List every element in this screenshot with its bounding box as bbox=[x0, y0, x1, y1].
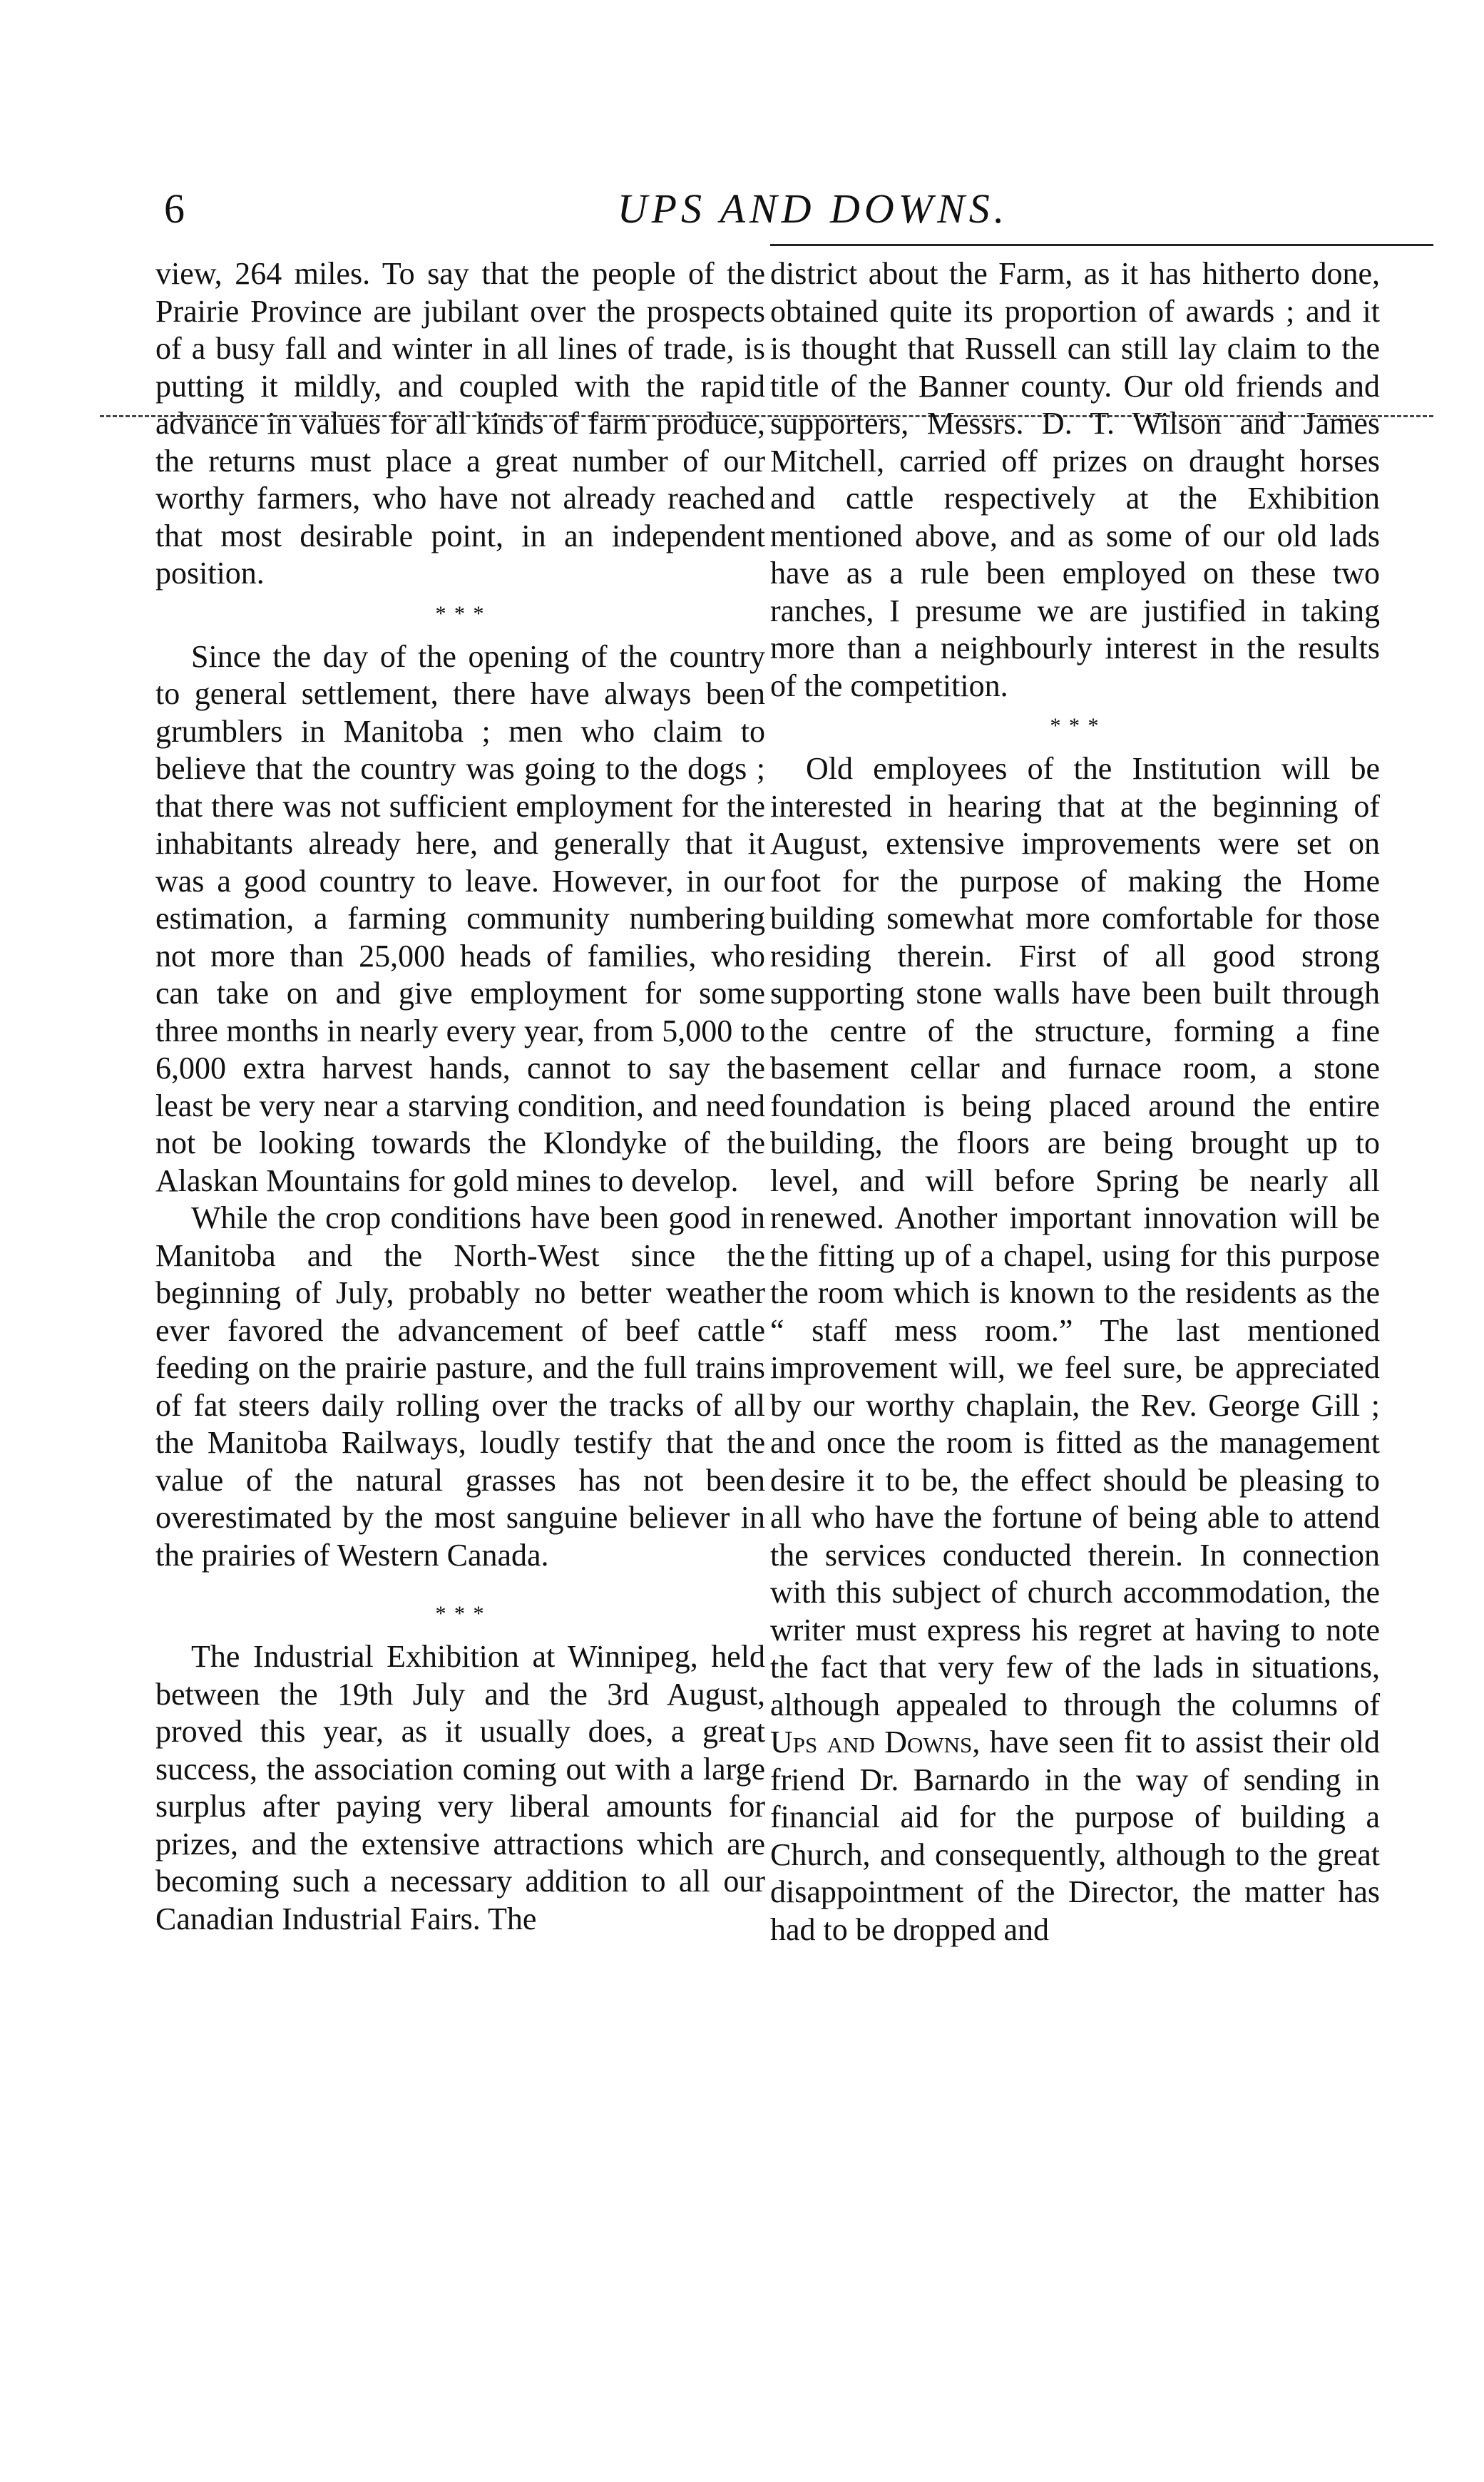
section-asterism: * * * bbox=[435, 601, 486, 625]
page-number: 6 bbox=[164, 185, 185, 232]
improvements-text-continued: , have seen fit to assist their old friend Dr. Barnardo in the way of sending in financial aid for the purpose of building a Church, and consequently, although to the great disappointment of the Director, the matter has had to be dropped and bbox=[770, 1725, 1380, 1947]
running-title: UPS AND DOWNS. bbox=[617, 185, 1009, 232]
paragraph-industrial-exhibition: The Industrial Exhibition at Winnipeg, held between the 19th July and the 3rd August, proved this year, as it usually does, a great success, the association coming out with a large surplus after paying very liberal amounts for prizes, and the extensive attractions which are becoming such a necessary addition to all our Canadian Industrial Fairs. The bbox=[155, 1639, 765, 1936]
magazine-name: Ups and Downs bbox=[770, 1725, 973, 1760]
section-asterism: * * * bbox=[435, 1602, 486, 1625]
improvements-text: Old employees of the Institution will be interested in hearing that at the beginning of August, extensive improvements were set on foot for the purpose of making the Home building somewhat more comfortable for those residing therein. First of all good strong supporting stone walls have been built through the centre of the structure, forming a fine basement cellar and furnace room, a stone foundation is being placed around the entire building, the floors are being brought up to level, and will before Spring be nearly all renewed. Another important innovation will be the fitting up of a chapel, using for this purpose the room which is known to the residents as the “ staff mess room.” The last mentioned improvement will, we feel sure, be appreciated by our worthy chaplain, the Rev. George Gill ; and once the room is fitted as the management desire it to be, the effect should be pleasing to all who have the fortune of being able to attend the services conducted therein. In connection with this subject of church accommodation, the writer must express his regret at having to note the fact that very few of the lads in situations, although appealed to through the columns of bbox=[770, 751, 1380, 1722]
right-column bbox=[770, 255, 1380, 1949]
paragraph-population: view, 264 miles. To say that the people of the Prairie Province are jubilant over the prospects of a busy fall and winter in all lines of trade, is putting it mildly, and coupled with the rapid advance in values for all kinds of farm produce, the returns must place a great number of our worthy farmers, who have not already reached that most desirable point, in an independent position. bbox=[155, 256, 765, 591]
paragraph-crop-conditions: While the crop conditions have been good in Manitoba and the North-West since the beginning of July, probably no better weather ever favored the advancement of beef cattle feeding on the prairie pasture, and the full trains of fat steers daily rolling over the tracks of all the Manitoba Railways, loudly testify that the value of the natural grasses has not been overestimated by the most sanguine believer in the prairies of Western Canada. bbox=[155, 1200, 765, 1573]
section-asterism: * * * bbox=[1050, 714, 1100, 737]
paragraph-grumblers: Since the day of the opening of the country to general settlement, there have always been grumblers in Manitoba ; men who claim to believe that the country was going to the dogs ; that there was not sufficient employment for the inhabitants already here, and generally that it was a good country to leave. However, in our estimation, a farming community numbering not more than 25,000 heads of families, who can take on and give employment for some three months in nearly every year, from 5,000 to 6,000 extra harvest hands, cannot to say the least be very near a starving condition, and need not be looking towards the Klondyke of the Alaskan Mountains for gold mines to develop. bbox=[155, 638, 765, 1198]
spacer bbox=[155, 1574, 765, 1593]
page-header bbox=[164, 177, 1334, 241]
paragraph-awards: district about the Farm, as it has hitherto done, obtained quite its proportion of awards ; and it is thought that Russell can still lay claim to the title of the Banner county. Our old friends and supporters, Messrs. D. T. Wilson and James Mitchell, carried off prizes on draught horses and cattle respectively at the Exhibition mentioned above, and as some of our old lads have as a rule been employed on these two ranches, I presume we are justified in taking more than a neighbourly interest in the results of the competition. bbox=[770, 256, 1380, 703]
header-rule bbox=[770, 244, 1433, 246]
left-column bbox=[155, 255, 765, 1938]
paragraph-improvements bbox=[770, 750, 1380, 1949]
